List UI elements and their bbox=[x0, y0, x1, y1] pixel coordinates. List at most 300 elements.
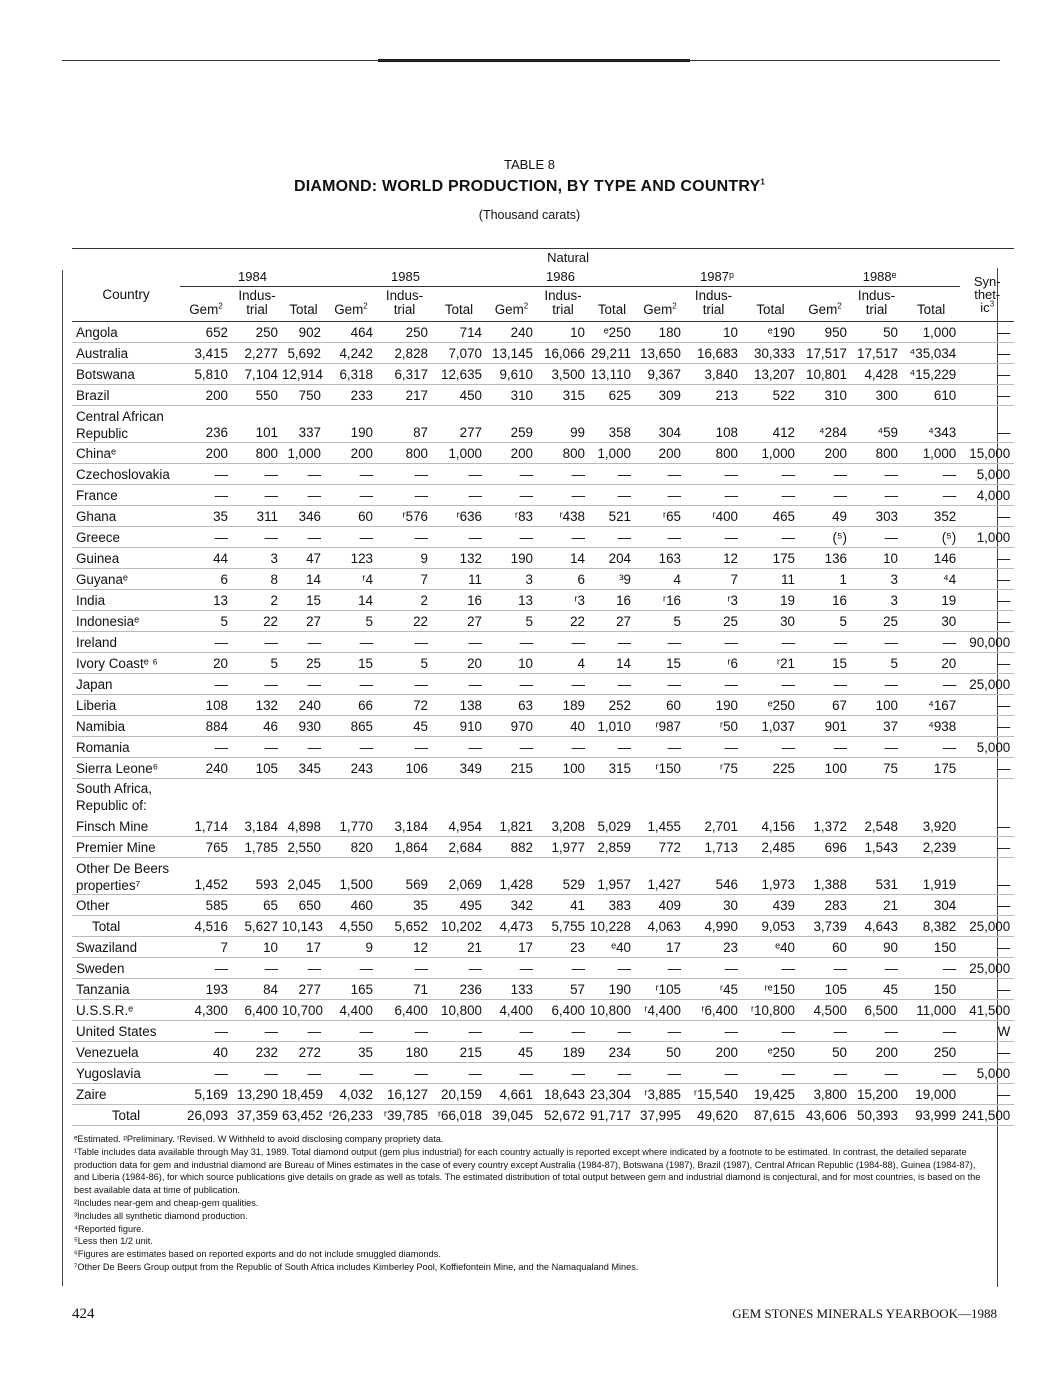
table-row bbox=[72, 716, 1014, 737]
value-cell: 5,000 bbox=[960, 1063, 1014, 1084]
value-cell: 5,169 bbox=[180, 1084, 232, 1105]
value-cell: — bbox=[851, 958, 902, 979]
value-cell: 800 bbox=[685, 443, 742, 464]
value-cell: 240 bbox=[486, 322, 537, 343]
value-cell: — bbox=[325, 464, 377, 485]
value-cell: — bbox=[960, 1042, 1014, 1063]
country-cell: Ivory Coastᵉ ⁶ bbox=[72, 653, 180, 674]
value-cell: 930 bbox=[282, 716, 325, 737]
value-cell: 16 bbox=[589, 590, 635, 611]
value-cell: 304 bbox=[902, 895, 960, 916]
value-cell: ʳ75 bbox=[685, 758, 742, 779]
value-cell: 4,032 bbox=[325, 1084, 377, 1105]
value-cell: — bbox=[960, 343, 1014, 364]
value-cell: 1,957 bbox=[589, 858, 635, 895]
value-cell: 5,692 bbox=[282, 343, 325, 364]
empty-cell bbox=[685, 779, 742, 817]
value-cell: ᵉ40 bbox=[742, 937, 799, 958]
value-cell: — bbox=[486, 958, 537, 979]
value-cell: 1,821 bbox=[486, 816, 537, 837]
value-cell: 3,184 bbox=[232, 816, 282, 837]
value-cell: — bbox=[685, 958, 742, 979]
value-cell: 27 bbox=[432, 611, 486, 632]
value-cell: — bbox=[851, 674, 902, 695]
value-cell: — bbox=[799, 958, 851, 979]
value-cell: — bbox=[635, 737, 685, 758]
value-cell: 213 bbox=[685, 385, 742, 406]
value-cell: 4 bbox=[537, 653, 589, 674]
country-cell: Czechoslovakia bbox=[72, 464, 180, 485]
value-cell: 5 bbox=[486, 611, 537, 632]
value-cell: ⁴15,229 bbox=[902, 364, 960, 385]
value-cell: — bbox=[685, 1021, 742, 1042]
value-cell: 2,069 bbox=[432, 858, 486, 895]
value-cell: 13,650 bbox=[635, 343, 685, 364]
value-cell: — bbox=[902, 1021, 960, 1042]
value-cell: — bbox=[282, 1021, 325, 1042]
value-cell: — bbox=[742, 527, 799, 548]
header-row-years bbox=[72, 267, 1014, 287]
value-cell: 4,000 bbox=[960, 485, 1014, 506]
value-cell: 21 bbox=[432, 937, 486, 958]
value-cell: 57 bbox=[537, 979, 589, 1000]
value-cell: — bbox=[325, 674, 377, 695]
value-cell: 50 bbox=[799, 1042, 851, 1063]
header-gem-text: Gem bbox=[643, 302, 673, 317]
value-cell: 45 bbox=[377, 716, 432, 737]
value-cell: 136 bbox=[799, 548, 851, 569]
value-cell: — bbox=[851, 1063, 902, 1084]
value-cell: 5 bbox=[851, 653, 902, 674]
value-cell: 93,999 bbox=[902, 1105, 960, 1126]
header-gem-sup: 2 bbox=[523, 301, 529, 311]
footnote: ᵉEstimated. ᵖPreliminary. ʳRevised. W Withheld to avoid disclosing company propriety data. bbox=[74, 1134, 444, 1144]
value-cell: 625 bbox=[589, 385, 635, 406]
value-cell: 342 bbox=[486, 895, 537, 916]
value-cell: 2,550 bbox=[282, 837, 325, 858]
value-cell: 200 bbox=[325, 443, 377, 464]
table-row bbox=[72, 548, 1014, 569]
value-cell: 1,388 bbox=[799, 858, 851, 895]
value-cell: 315 bbox=[537, 385, 589, 406]
value-cell: — bbox=[377, 1063, 432, 1084]
value-cell: ⁴343 bbox=[902, 406, 960, 443]
south-africa-label-2: Republic of: bbox=[76, 798, 147, 813]
value-cell: — bbox=[589, 674, 635, 695]
value-cell: 44 bbox=[180, 548, 232, 569]
table-title-text: DIAMOND: WORLD PRODUCTION, BY TYPE AND COUNTRY bbox=[293, 178, 761, 195]
value-cell: 60 bbox=[325, 506, 377, 527]
empty-cell bbox=[799, 779, 851, 817]
value-cell: 1,000 bbox=[282, 443, 325, 464]
value-cell: ʳ21 bbox=[742, 653, 799, 674]
country-cell: Ireland bbox=[72, 632, 180, 653]
value-cell: — bbox=[589, 485, 635, 506]
footnote: ²Includes near-gem and cheap-gem qualities. bbox=[74, 1197, 259, 1208]
value-cell: — bbox=[537, 958, 589, 979]
value-cell: 3,840 bbox=[685, 364, 742, 385]
table-row bbox=[72, 837, 1014, 858]
value-cell: 35 bbox=[325, 1042, 377, 1063]
value-cell: 108 bbox=[180, 695, 232, 716]
value-cell: 3 bbox=[851, 569, 902, 590]
value-cell: — bbox=[742, 737, 799, 758]
value-cell: — bbox=[537, 1021, 589, 1042]
south-africa-label-1: South Africa, bbox=[76, 781, 152, 796]
value-cell: 5 bbox=[635, 611, 685, 632]
value-cell: 22 bbox=[537, 611, 589, 632]
value-cell: 304 bbox=[635, 406, 685, 443]
value-cell: ³9 bbox=[589, 569, 635, 590]
value-cell: 950 bbox=[799, 322, 851, 343]
value-cell: 22 bbox=[377, 611, 432, 632]
value-cell: 4,898 bbox=[282, 816, 325, 837]
value-cell: 20 bbox=[180, 653, 232, 674]
value-cell: 16 bbox=[799, 590, 851, 611]
value-cell: ⁴35,034 bbox=[902, 343, 960, 364]
value-cell: 75 bbox=[851, 758, 902, 779]
value-cell: 10 bbox=[851, 548, 902, 569]
value-cell: 10,800 bbox=[432, 1000, 486, 1021]
value-cell: 1,543 bbox=[851, 837, 902, 858]
value-cell: — bbox=[742, 674, 799, 695]
table-row bbox=[72, 858, 1014, 895]
value-cell: — bbox=[432, 674, 486, 695]
value-cell: 546 bbox=[685, 858, 742, 895]
footer-title: GEM STONES MINERALS YEARBOOK—1988 bbox=[732, 1306, 997, 1321]
table-row bbox=[72, 653, 1014, 674]
header-indus-1: Indus- bbox=[238, 288, 276, 303]
value-cell: — bbox=[851, 485, 902, 506]
value-cell: 9,367 bbox=[635, 364, 685, 385]
value-cell: 84 bbox=[232, 979, 282, 1000]
value-cell: 14 bbox=[589, 653, 635, 674]
value-cell: 6,318 bbox=[325, 364, 377, 385]
value-cell: — bbox=[960, 569, 1014, 590]
country-cell: Finsch Mine bbox=[72, 816, 180, 837]
table-row bbox=[72, 485, 1014, 506]
value-cell: — bbox=[282, 737, 325, 758]
value-cell: 439 bbox=[742, 895, 799, 916]
value-cell: 2,684 bbox=[432, 837, 486, 858]
value-cell: 200 bbox=[635, 443, 685, 464]
value-cell: 180 bbox=[377, 1042, 432, 1063]
value-cell: 652 bbox=[180, 322, 232, 343]
value-cell: 41 bbox=[537, 895, 589, 916]
value-cell: 1,037 bbox=[742, 716, 799, 737]
table-row bbox=[72, 958, 1014, 979]
table-row bbox=[72, 611, 1014, 632]
value-cell: — bbox=[325, 632, 377, 653]
value-cell: 100 bbox=[851, 695, 902, 716]
header-year-1984: 1984 bbox=[180, 267, 325, 287]
value-cell: — bbox=[282, 674, 325, 695]
value-cell: ʳ83 bbox=[486, 506, 537, 527]
empty-cell bbox=[232, 779, 282, 817]
value-cell: 30 bbox=[902, 611, 960, 632]
value-cell: 1,000 bbox=[902, 443, 960, 464]
value-cell: 9 bbox=[325, 937, 377, 958]
value-cell: — bbox=[799, 1063, 851, 1084]
value-cell: ⁴284 bbox=[799, 406, 851, 443]
value-cell: 30 bbox=[742, 611, 799, 632]
value-cell: — bbox=[432, 485, 486, 506]
value-cell: 522 bbox=[742, 385, 799, 406]
value-cell: 30,333 bbox=[742, 343, 799, 364]
value-cell: 3,184 bbox=[377, 816, 432, 837]
table-row bbox=[72, 674, 1014, 695]
value-cell: 7 bbox=[377, 569, 432, 590]
value-cell: 2,701 bbox=[685, 816, 742, 837]
value-cell: 14 bbox=[325, 590, 377, 611]
value-cell: 18,459 bbox=[282, 1084, 325, 1105]
header-indus-1: Indus- bbox=[694, 288, 733, 303]
table-row bbox=[72, 737, 1014, 758]
value-cell: 6 bbox=[537, 569, 589, 590]
value-cell: ⁴167 bbox=[902, 695, 960, 716]
country-cell: Central African Republic bbox=[72, 406, 180, 443]
value-cell: — bbox=[377, 737, 432, 758]
value-cell: 25,000 bbox=[960, 916, 1014, 937]
value-cell: 3 bbox=[851, 590, 902, 611]
value-cell: 35 bbox=[377, 895, 432, 916]
table-body bbox=[72, 322, 1014, 1126]
value-cell: 259 bbox=[486, 406, 537, 443]
table-row bbox=[72, 443, 1014, 464]
value-cell: — bbox=[537, 527, 589, 548]
value-cell: 4,063 bbox=[635, 916, 685, 937]
value-cell: 21 bbox=[851, 895, 902, 916]
value-cell: ʳ150 bbox=[635, 758, 685, 779]
value-cell: — bbox=[635, 674, 685, 695]
value-cell: — bbox=[589, 737, 635, 758]
header-industrial bbox=[377, 287, 432, 322]
value-cell: 19 bbox=[902, 590, 960, 611]
value-cell: ʳ66,018 bbox=[432, 1105, 486, 1126]
value-cell: 41,500 bbox=[960, 1000, 1014, 1021]
value-cell: — bbox=[902, 958, 960, 979]
value-cell: — bbox=[537, 464, 589, 485]
value-cell: 105 bbox=[799, 979, 851, 1000]
empty-cell bbox=[282, 779, 325, 817]
value-cell: 6,400 bbox=[537, 1000, 589, 1021]
table-title bbox=[0, 178, 1059, 196]
value-cell: 250 bbox=[902, 1042, 960, 1063]
value-cell: 49 bbox=[799, 506, 851, 527]
value-cell: ᵉ250 bbox=[742, 1042, 799, 1063]
value-cell: ᵉ190 bbox=[742, 322, 799, 343]
south-africa-label bbox=[72, 779, 180, 817]
value-cell: 346 bbox=[282, 506, 325, 527]
value-cell: 1,000 bbox=[432, 443, 486, 464]
value-cell: 50 bbox=[635, 1042, 685, 1063]
value-cell: — bbox=[685, 1063, 742, 1084]
empty-cell bbox=[589, 779, 635, 817]
value-cell: ʳ4,400 bbox=[635, 1000, 685, 1021]
value-cell: 240 bbox=[282, 695, 325, 716]
value-cell: 5,029 bbox=[589, 816, 635, 837]
value-cell: 800 bbox=[851, 443, 902, 464]
value-cell: — bbox=[635, 632, 685, 653]
value-cell: 150 bbox=[902, 979, 960, 1000]
value-cell: 50 bbox=[851, 322, 902, 343]
value-cell: ʳ636 bbox=[432, 506, 486, 527]
value-cell: 15,000 bbox=[960, 443, 1014, 464]
value-cell: — bbox=[180, 737, 232, 758]
value-cell: 7 bbox=[685, 569, 742, 590]
value-cell: 9,610 bbox=[486, 364, 537, 385]
value-cell: 277 bbox=[432, 406, 486, 443]
value-cell: — bbox=[742, 485, 799, 506]
footnote: ³Includes all synthetic diamond production. bbox=[74, 1210, 248, 1221]
value-cell: 50,393 bbox=[851, 1105, 902, 1126]
table-row bbox=[72, 916, 1014, 937]
value-cell: — bbox=[232, 674, 282, 695]
header-industrial bbox=[685, 287, 742, 322]
header-indus-1: Indus- bbox=[544, 288, 582, 303]
value-cell: 7 bbox=[180, 937, 232, 958]
header-indus-2: trial bbox=[246, 302, 268, 317]
value-cell: — bbox=[960, 590, 1014, 611]
value-cell: — bbox=[377, 464, 432, 485]
value-cell: W bbox=[960, 1021, 1014, 1042]
table-row bbox=[72, 758, 1014, 779]
value-cell: — bbox=[325, 1063, 377, 1084]
table-row bbox=[72, 1063, 1014, 1084]
value-cell: 3,208 bbox=[537, 816, 589, 837]
value-cell: 14 bbox=[282, 569, 325, 590]
header-gem-sup: 2 bbox=[218, 301, 223, 311]
value-cell: 193 bbox=[180, 979, 232, 1000]
value-cell: — bbox=[282, 464, 325, 485]
value-cell: 277 bbox=[282, 979, 325, 1000]
value-cell: 200 bbox=[486, 443, 537, 464]
value-cell: 146 bbox=[902, 548, 960, 569]
value-cell: 5,652 bbox=[377, 916, 432, 937]
value-cell: 100 bbox=[799, 758, 851, 779]
value-cell: 865 bbox=[325, 716, 377, 737]
value-cell: 3,739 bbox=[799, 916, 851, 937]
value-cell: 610 bbox=[902, 385, 960, 406]
value-cell: ʳ400 bbox=[685, 506, 742, 527]
value-cell: 800 bbox=[377, 443, 432, 464]
top-rule bbox=[62, 60, 1000, 61]
value-cell: 132 bbox=[232, 695, 282, 716]
value-cell: 15 bbox=[635, 653, 685, 674]
value-cell: 10 bbox=[685, 322, 742, 343]
table-row bbox=[72, 406, 1014, 443]
value-cell: 1,455 bbox=[635, 816, 685, 837]
value-cell: 4,400 bbox=[486, 1000, 537, 1021]
value-cell: 4 bbox=[635, 569, 685, 590]
empty-cell bbox=[960, 779, 1014, 817]
value-cell: 8 bbox=[232, 569, 282, 590]
value-cell: — bbox=[325, 527, 377, 548]
value-cell: 409 bbox=[635, 895, 685, 916]
header-indus-2: trial bbox=[865, 302, 888, 317]
value-cell: 4,500 bbox=[799, 1000, 851, 1021]
value-cell: 60 bbox=[635, 695, 685, 716]
value-cell: — bbox=[742, 632, 799, 653]
value-cell: — bbox=[377, 527, 432, 548]
value-cell: 337 bbox=[282, 406, 325, 443]
country-cell: United States bbox=[72, 1021, 180, 1042]
value-cell: 465 bbox=[742, 506, 799, 527]
value-cell: ʳᵉ150 bbox=[742, 979, 799, 1000]
value-cell: 132 bbox=[432, 548, 486, 569]
value-cell: 1,714 bbox=[180, 816, 232, 837]
value-cell: 4,300 bbox=[180, 1000, 232, 1021]
page-number: 424 bbox=[72, 1306, 95, 1322]
value-cell: 283 bbox=[799, 895, 851, 916]
empty-cell bbox=[537, 779, 589, 817]
value-cell: 2,859 bbox=[589, 837, 635, 858]
header-total: Total bbox=[916, 302, 946, 317]
value-cell: — bbox=[960, 979, 1014, 1000]
value-cell: 20,159 bbox=[432, 1084, 486, 1105]
value-cell: 1,973 bbox=[742, 858, 799, 895]
table-row bbox=[72, 937, 1014, 958]
value-cell: 16,683 bbox=[685, 343, 742, 364]
value-cell: — bbox=[325, 737, 377, 758]
value-cell: 2,548 bbox=[851, 816, 902, 837]
value-cell: 11 bbox=[742, 569, 799, 590]
value-cell: — bbox=[851, 632, 902, 653]
footnotes bbox=[74, 1133, 990, 1274]
value-cell: 236 bbox=[180, 406, 232, 443]
value-cell: — bbox=[486, 1021, 537, 1042]
footnote: ⁶Figures are estimates based on reported exports and do not include smuggled diamonds. bbox=[74, 1249, 441, 1260]
header-indus-2: trial bbox=[552, 302, 574, 317]
value-cell: — bbox=[486, 674, 537, 695]
header-row-subcolumns bbox=[72, 287, 1014, 322]
value-cell: 7,104 bbox=[232, 364, 282, 385]
value-cell: 17 bbox=[282, 937, 325, 958]
value-cell: 4,428 bbox=[851, 364, 902, 385]
title-footnote-mark: 1 bbox=[760, 177, 766, 187]
value-cell: — bbox=[180, 527, 232, 548]
value-cell: — bbox=[589, 958, 635, 979]
value-cell: 13,290 bbox=[232, 1084, 282, 1105]
value-cell: — bbox=[960, 1084, 1014, 1105]
header-gem bbox=[486, 287, 537, 322]
value-cell: 882 bbox=[486, 837, 537, 858]
table-label: TABLE 8 bbox=[503, 157, 556, 172]
value-cell: 10 bbox=[537, 322, 589, 343]
value-cell: — bbox=[635, 1063, 685, 1084]
value-cell: 190 bbox=[325, 406, 377, 443]
value-cell: — bbox=[902, 1063, 960, 1084]
value-cell: 46 bbox=[232, 716, 282, 737]
empty-cell bbox=[851, 779, 902, 817]
value-cell: 13,145 bbox=[486, 343, 537, 364]
value-cell: ᵉ250 bbox=[742, 695, 799, 716]
value-cell: — bbox=[180, 674, 232, 695]
value-cell: 243 bbox=[325, 758, 377, 779]
country-cell: Sweden bbox=[72, 958, 180, 979]
table-row bbox=[72, 695, 1014, 716]
value-cell: ʳ45 bbox=[685, 979, 742, 1000]
empty-cell bbox=[635, 779, 685, 817]
value-cell: — bbox=[180, 485, 232, 506]
value-cell: 90 bbox=[851, 937, 902, 958]
value-cell: 25,000 bbox=[960, 674, 1014, 695]
table-row bbox=[72, 569, 1014, 590]
value-cell: — bbox=[325, 1021, 377, 1042]
value-cell: 190 bbox=[486, 548, 537, 569]
value-cell: 190 bbox=[685, 695, 742, 716]
header-total: Total bbox=[444, 302, 474, 317]
